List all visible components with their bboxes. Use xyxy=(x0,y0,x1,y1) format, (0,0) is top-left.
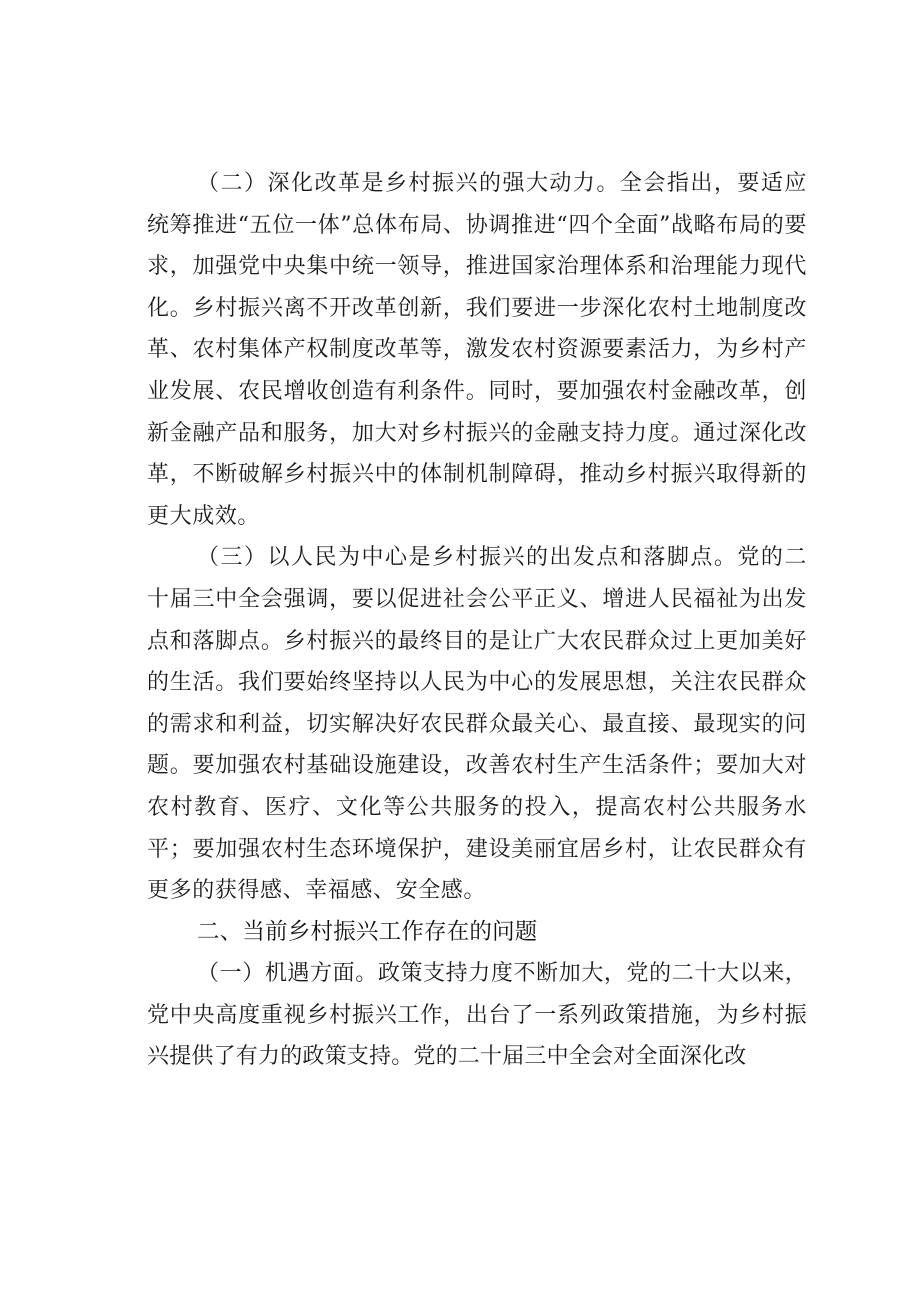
paragraph-opportunities: （一）机遇方面。政策支持力度不断加大，党的二十大以来，党中央高度重视乡村振兴工作，出台了一系列政策措施，为乡村振兴提供了有力的政策支持。党的二十届三中全会对全面深化改 xyxy=(147,961,807,1070)
section-heading: 二、当前乡村振兴工作存在的问题 xyxy=(197,918,538,945)
document-body xyxy=(147,163,807,1078)
paragraph-deepen-reform: （二）深化改革是乡村振兴的强大动力。全会指出，要适应统筹推进“五位一体”总体布局、协调推进“四个全面”战略布局的要求，加强党中央集中统一领导，推进国家治理体系和治理能力现代化。乡村振兴离不开改革创新，我们要进一步深化农村土地制度改革、农村集体产权制度改革等，激发农村资源要素活力，为乡村产业发展、农民增收创造有利条件。同时，要加强农村金融改革，创新金融产品和服务，加大对乡村振兴的金融支持力度。通过深化改革，不断破解乡村振兴中的体制机制障碍，推动乡村振兴取得新的更大成效。 xyxy=(147,171,807,529)
paragraph-people-centered: （三）以人民为中心是乡村振兴的出发点和落脚点。党的二十届三中全会强调，要以促进社会公平正义、增进人民福祉为出发点和落脚点。乡村振兴的最终目的是让广大农民群众过上更加美好的生活。我们要始终坚持以人民为中心的发展思想，关注农民群众的需求和利益，切实解决好农民群众最关心、最直接、最现实的问题。要加强农村基础设施建设，改善农村生产生活条件；要加大对农村教育、医疗、文化等公共服务的投入，提高农村公共服务水平；要加强农村生态环境保护，建设美丽宜居乡村，让农民群众有更多的获得感、幸福感、安全感。 xyxy=(147,545,807,904)
